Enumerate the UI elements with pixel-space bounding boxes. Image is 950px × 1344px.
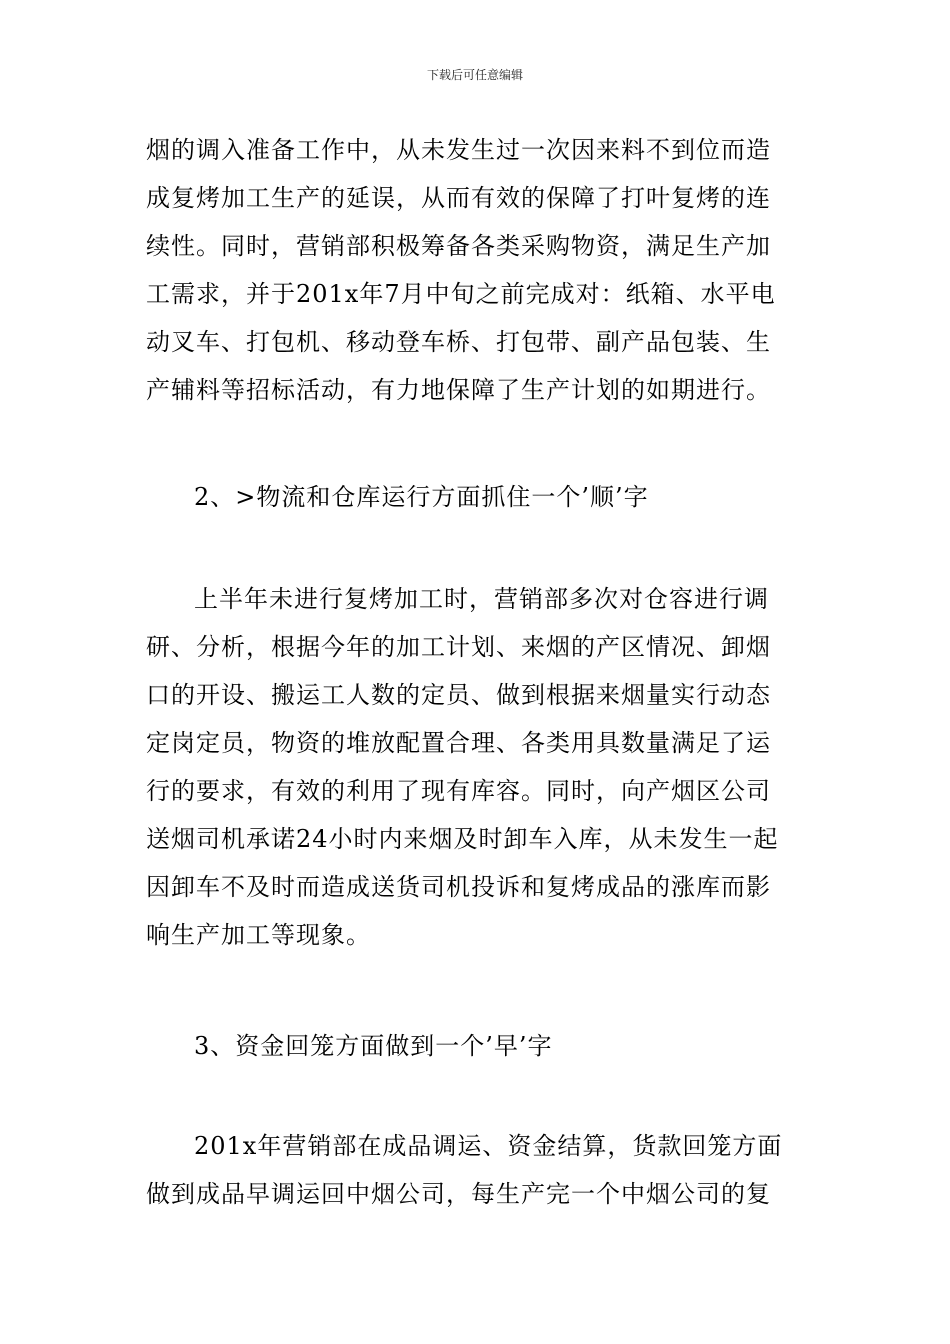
section-heading-2: 2、>物流和仓库运行方面抓住一个’顺’字 [194,483,649,511]
paragraph-1 [146,126,806,414]
paragraph-line: 行的要求，有效的利用了现有库容。同时，向产烟区公司 [146,777,771,805]
paragraph-line: 产辅料等招标活动，有力地保障了生产计划的如期进行。 [146,376,771,404]
paragraph-line: 研、分析，根据今年的加工计划、来烟的产区情况、卸烟 [146,633,771,661]
paragraph-3 [146,1122,806,1218]
paragraph-line: 响生产加工等现象。 [146,921,371,949]
paragraph-line: 送烟司机承诺24小时内来烟及时卸车入库，从未发生一起 [146,825,779,853]
paragraph-line: 定岗定员，物资的堆放配置合理、各类用具数量满足了运 [146,729,771,757]
paragraph-line: 口的开设、搬运工人数的定员、做到根据来烟量实行动态 [146,681,771,709]
paragraph-line: 续性。同时，营销部积极筹备各类采购物资，满足生产加 [146,232,771,260]
paragraph-line: 动叉车、打包机、移动登车桥、打包带、副产品包装、生 [146,328,771,356]
section-heading-2-wrap [146,473,806,521]
paragraph-line: 成复烤加工生产的延误，从而有效的保障了打叶复烤的连 [146,184,771,212]
paragraph-line: 做到成品早调运回中烟公司，每生产完一个中烟公司的复 [146,1180,771,1208]
paragraph-line: 201x年营销部在成品调运、资金结算，货款回笼方面 [194,1132,783,1160]
section-heading-3-wrap [146,1022,806,1070]
paragraph-line: 烟的调入准备工作中，从未发生过一次因来料不到位而造 [146,136,771,164]
paragraph-line: 因卸车不及时而造成送货司机投诉和复烤成品的涨库而影 [146,873,771,901]
page-header: 下载后可任意编辑 [426,68,523,82]
paragraph-2 [146,575,806,959]
paragraph-line: 工需求，并于201x年7月中旬之前完成对：纸箱、水平电 [146,280,776,308]
paragraph-line: 上半年未进行复烤加工时，营销部多次对仓容进行调 [194,585,769,613]
section-heading-3: 3、资金回笼方面做到一个’早’字 [194,1032,553,1060]
